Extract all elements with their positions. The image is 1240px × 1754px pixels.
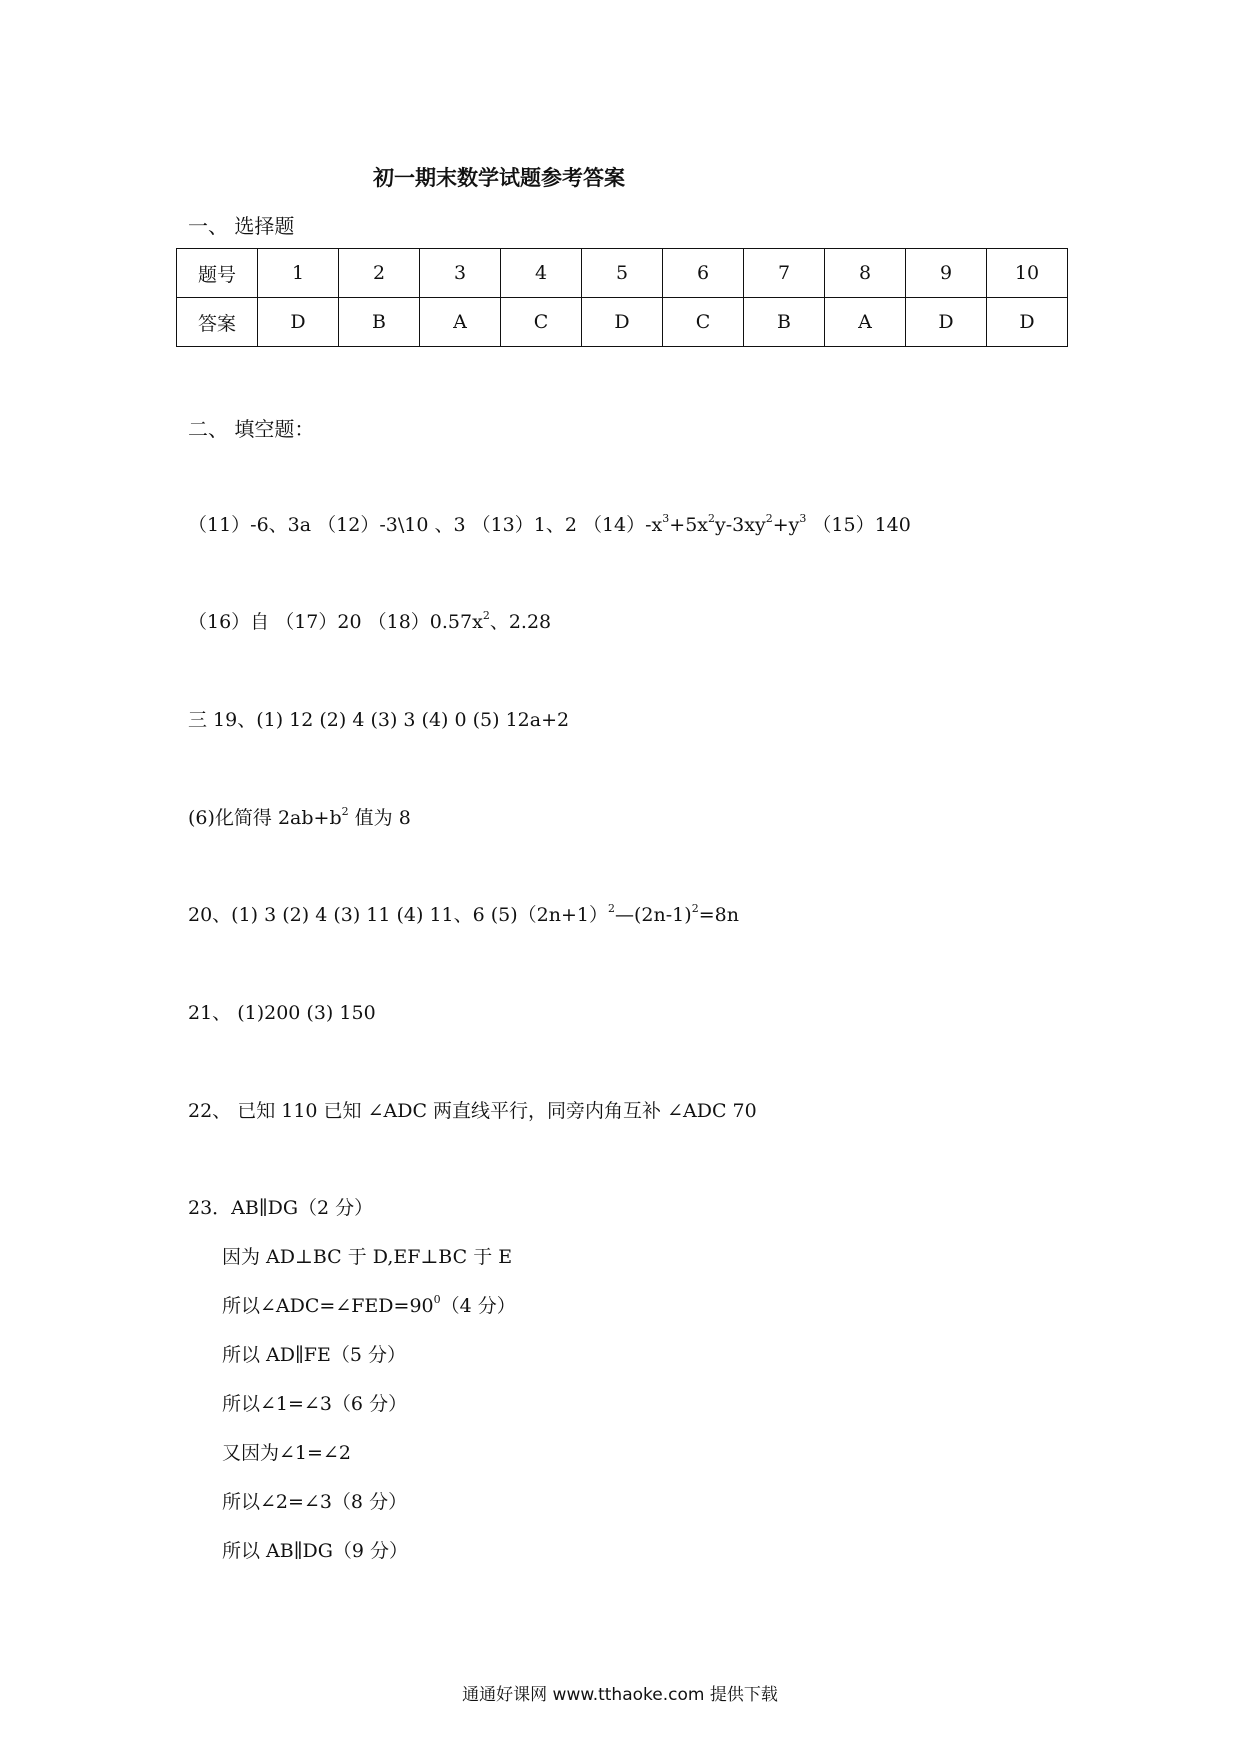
answer-cell: A [825, 298, 906, 347]
q23-line-8: 所以 AB∥DG（9 分） [222, 1540, 409, 1562]
q19-text: (6)化简得 2ab+b [188, 807, 342, 829]
q19-line-2 [188, 803, 411, 830]
section-heading-fill: 二、 填空题： [188, 417, 315, 441]
page-title: 初一期末数学试题参考答案 [373, 166, 625, 190]
q23-line-2: 因为 AD⊥BC 于 D,EF⊥BC 于 E [222, 1246, 513, 1268]
q21-line: 21、 (1)200 (3) 150 [188, 1002, 376, 1024]
question-number-cell: 5 [582, 249, 663, 298]
fill-text: +5x [669, 514, 709, 536]
q23-line-5: 所以∠1=∠3（6 分） [222, 1393, 408, 1415]
question-number-cell: 10 [987, 249, 1068, 298]
q20-text: =8n [698, 904, 739, 926]
row-label-answer: 答案 [177, 298, 258, 347]
q22-line: 22、 已知 110 已知 ∠ADC 两直线平行，同旁内角互补 ∠ADC 70 [188, 1100, 757, 1122]
answer-cell: C [501, 298, 582, 347]
fill-text: 、2.28 [489, 611, 552, 633]
answer-table [176, 248, 1068, 347]
question-number-cell: 4 [501, 249, 582, 298]
q19-line-1: 三 19、(1) 12 (2) 4 (3) 3 (4) 0 (5) 12a+2 [188, 709, 570, 731]
table-row-numbers [177, 249, 1068, 298]
answer-cell: B [339, 298, 420, 347]
question-number-cell: 7 [744, 249, 825, 298]
answer-cell: B [744, 298, 825, 347]
answer-cell: D [582, 298, 663, 347]
superscript: 3 [662, 512, 670, 525]
answer-cell: D [906, 298, 987, 347]
row-label-number: 题号 [177, 249, 258, 298]
question-number-cell: 2 [339, 249, 420, 298]
superscript: 2 [341, 805, 349, 818]
fill-answers-line-2 [188, 607, 551, 634]
answer-cell: D [258, 298, 339, 347]
answer-cell: C [663, 298, 744, 347]
fill-text: （16）自 （17）20 （18）0.57x [188, 611, 483, 633]
fill-text: +y [772, 514, 800, 536]
question-number-cell: 1 [258, 249, 339, 298]
superscript: 2 [708, 512, 716, 525]
q19-text: 值为 8 [348, 807, 411, 829]
q23-text: 所以∠ADC=∠FED=90 [222, 1295, 434, 1317]
question-number-cell: 6 [663, 249, 744, 298]
q23-line-3 [222, 1291, 516, 1318]
q23-line-4: 所以 AD∥FE（5 分） [222, 1344, 406, 1366]
q20-text: —(2n-1) [615, 904, 692, 926]
q23-line-6: 又因为∠1=∠2 [222, 1442, 351, 1464]
q20-line [188, 900, 739, 927]
superscript: 0 [433, 1293, 441, 1306]
fill-text: y-3xy [715, 514, 766, 536]
fill-text: （11）-6、3a （12）-3\10 、3 （13）1、2 （14）-x [188, 514, 663, 536]
q20-text: 20、(1) 3 (2) 4 (3) 11 (4) 11、6 (5)（2n+1） [188, 904, 609, 926]
superscript: 2 [482, 609, 490, 622]
superscript: 2 [765, 512, 773, 525]
answer-cell: D [987, 298, 1068, 347]
superscript: 3 [799, 512, 807, 525]
question-number-cell: 9 [906, 249, 987, 298]
superscript: 2 [691, 902, 699, 915]
superscript: 2 [608, 902, 616, 915]
fill-text: （15）140 [806, 514, 911, 536]
question-number-cell: 3 [420, 249, 501, 298]
answer-cell: A [420, 298, 501, 347]
q23-line-7: 所以∠2=∠3（8 分） [222, 1491, 408, 1513]
table-row-answers [177, 298, 1068, 347]
section-heading-choice: 一、 选择题 [188, 214, 295, 238]
q23-text: （4 分） [440, 1295, 516, 1317]
question-number-cell: 8 [825, 249, 906, 298]
footer-credit: 通通好课网 www.tthaoke.com 提供下载 [462, 1685, 778, 1705]
fill-answers-line-1 [188, 510, 911, 537]
q23-line-1: 23．AB∥DG（2 分） [188, 1197, 374, 1219]
